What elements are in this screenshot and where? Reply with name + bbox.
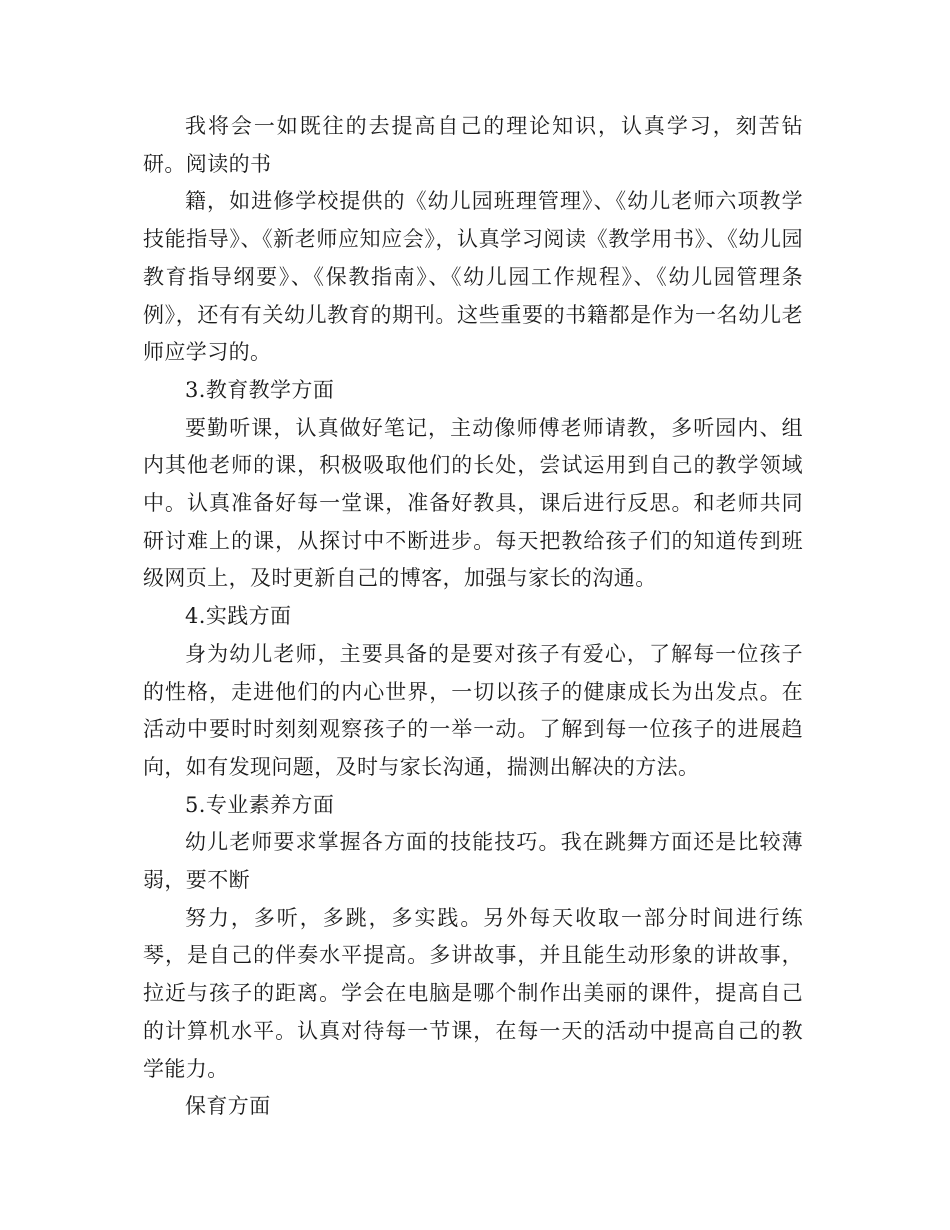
paragraph-practice: 身为幼儿老师，主要具备的是要对孩子有爱心，了解每一位孩子的性格，走进他们的内心世界，一切以孩子的健康成长为出发点。在活动中要时时刻刻观察孩子的一举一动。了解到每一位孩子的进展趋向，如有发现问题，及时与家长沟通，揣测出解决的方法。 <box>143 641 803 779</box>
section-heading-professional: 5.专业素养方面 <box>185 792 335 817</box>
paragraph-teaching: 要勤听课，认真做好笔记，主动像师傅老师请教，多听园内、组内其他老师的课，积极吸取他们的长处，尝试运用到自己的教学领域中。认真准备好每一堂课，准备好教具，课后进行反思。和老师共同研讨难上的课，从探讨中不断进步。每天把教给孩子们的知道传到班级网页上，及时更新自己的博客，加强与家长的沟通。 <box>143 415 803 591</box>
document-body <box>143 108 803 1126</box>
paragraph-skills-intro: 幼儿老师要求掌握各方面的技能技巧。我在跳舞方面还是比较薄弱，要不断 <box>143 830 803 893</box>
paragraph-reading-list: 籍，如进修学校提供的《幼儿园班理管理》、《幼儿老师六项教学技能指导》、《新老师应知应会》，认真学习阅读《教学用书》、《幼儿园教育指导纲要》、《保教指南》、《幼儿园工作规程》、《幼儿园管理条例》，还有有关幼儿教育的期刊。这些重要的书籍都是作为一名幼儿老师应学习的。 <box>143 189 803 365</box>
section-heading-practice: 4.实践方面 <box>185 604 292 629</box>
section-heading-care: 保育方面 <box>185 1094 271 1119</box>
paragraph-theory-study: 我将会一如既往的去提高自己的理论知识，认真学习，刻苦钻研。阅读的书 <box>143 114 803 176</box>
paragraph-skills-detail: 努力，多听，多跳，多实践。另外每天收取一部分时间进行练琴，是自己的伴奏水平提高。多讲故事，并且能生动形象的讲故事，拉近与孩子的距离。学会在电脑是哪个制作出美丽的课件，提高自己的计算机水平。认真对待每一节课，在每一天的活动中提高自己的教学能力。 <box>143 905 803 1081</box>
section-heading-teaching: 3.教育教学方面 <box>185 377 335 402</box>
